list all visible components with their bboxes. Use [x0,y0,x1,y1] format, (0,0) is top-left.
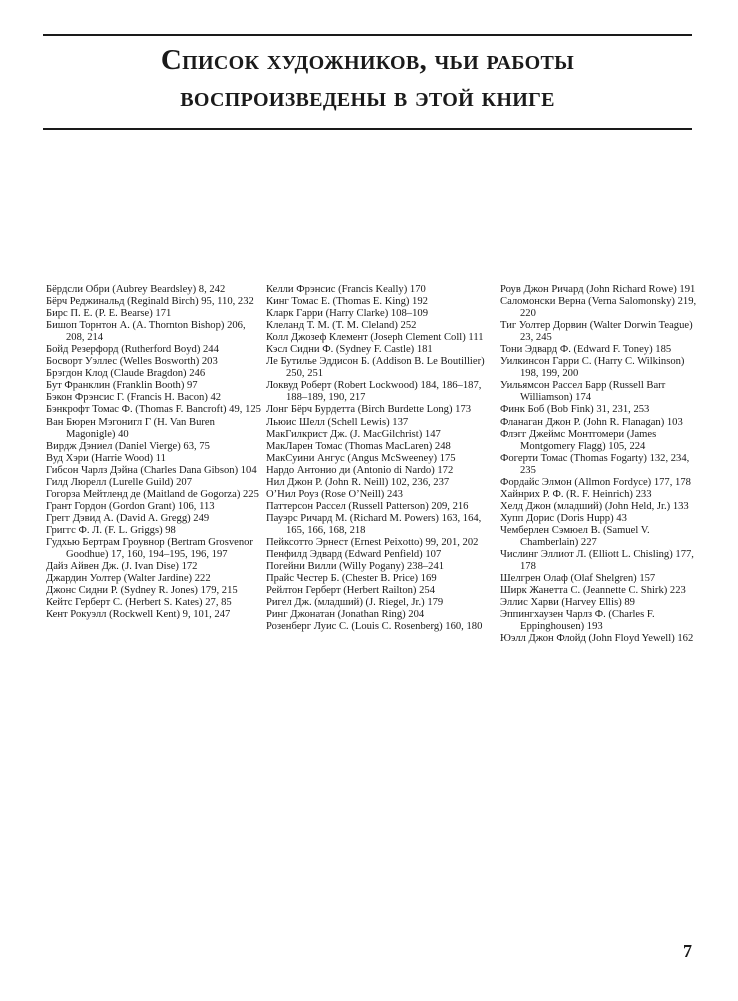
index-column-3 [500,284,702,645]
index-column-2 [266,284,500,645]
index-entry: Бут Франклин (Franklin Booth) 97 [46,380,198,392]
index-entry: Эппингхаузен Чарлз Ф. (Charles F. Eppinghousen) 193 [500,609,655,633]
index-entry: МакСуини Ангус (Angus McSweeney) 175 [266,452,456,464]
index-entry: Локвуд Роберт (Robert Lockwood) 184, 186–187, 188–189, 190, 217 [266,380,482,404]
index-entry: Клеланд Т. М. (T. M. Cleland) 252 [266,320,417,332]
index-entry: Босворт Уэллес (Welles Bosworth) 203 [46,356,218,368]
index-entry: Бэнкрофт Томас Ф. (Thomas F. Bancroft) 49, 125 [46,404,261,416]
index-entry: Пауэрс Ричард М. (Richard M. Powers) 163, 164, 165, 166, 168, 218 [266,512,482,536]
index-entry: Числинг Эллиот Л. (Elliott L. Chisling) 177, 178 [500,549,694,573]
index-entry: Вирдж Дэниел (Daniel Vierge) 63, 75 [46,440,210,452]
index-entry: Джардин Уолтер (Walter Jardine) 222 [46,573,211,585]
index-entry: Гилд Люрелл (Lurelle Guild) 207 [46,476,192,488]
page-number: 7 [683,941,692,961]
index-entry: Эллис Харви (Harvey Ellis) 89 [500,597,635,609]
index-entry: Хелд Джон (младший) (John Held, Jr.) 133 [500,500,689,512]
index-entry: Бёрч Реджинальд (Reginald Birch) 95, 110, 232 [46,296,254,308]
index-entry: Ринг Джонатан (Jonathan Ring) 204 [266,609,425,621]
index-entry: Погейни Вилли (Willy Pogany) 238–241 [266,561,445,573]
index-entry: Кейтс Герберт С. (Herbert S. Kates) 27, 85 [46,597,232,609]
index-entry: Дайз Айвен Дж. (J. Ivan Dise) 172 [46,561,198,573]
index-entry: Лонг Бёрч Бурдетта (Birch Burdette Long) 173 [266,404,472,416]
index-entry: Хупп Дорис (Doris Hupp) 43 [500,512,627,524]
index-entry: Фогерти Томас (Thomas Fogarty) 132, 234, 235 [500,452,690,476]
index-entry: Чемберлен Сэмюел В. (Samuel V. Chamberlain) 227 [500,524,650,548]
title-line-1: Список художников, чьи работы [160,44,575,76]
index-entry: Фордайс Элмон (Allmon Fordyce) 177, 178 [500,476,691,488]
index-entry: Брэгдон Клод (Claude Bragdon) 246 [46,368,206,380]
index-entry: Нил Джон Р. (John R. Neill) 102, 236, 237 [266,476,450,488]
index-entry: МакЛарен Томас (Thomas MacLaren) 248 [266,440,451,452]
index-entry: Бэкон Фрэнсис Г. (Francis H. Bacon) 42 [46,392,222,404]
index-entry: Грант Гордон (Gordon Grant) 106, 113 [46,500,215,512]
index-entry: Григгс Ф. Л. (F. L. Griggs) 98 [46,524,176,536]
index-entry: Гогорза Мейтленд де (Maitland de Gogorza) 225 [46,488,259,500]
index-entry: Кент Рокуэлл (Rockwell Kent) 9, 101, 247 [46,609,231,621]
page-title [43,34,692,130]
index-entry: Вуд Хэри (Harrie Wood) 11 [46,452,166,464]
index-entry: Уилкинсон Гарри С. (Harry C. Wilkinson) 198, 199, 200 [500,356,685,380]
index-entry: Рейлтон Герберт (Herbert Railton) 254 [266,585,436,597]
index-entry: Ле Бутилье Эддисон Б. (Addison B. Le Boutillier) 250, 251 [266,356,485,380]
index-entry: Тиг Уолтер Дорвин (Walter Dorwin Teague) 23, 245 [500,320,693,344]
index-entry: Тони Эдвард Ф. (Edward F. Toney) 185 [500,344,672,356]
index-entry: Бойд Резерфорд (Rutherford Boyd) 244 [46,344,219,356]
artist-index [46,284,702,645]
index-entry: Ригел Дж. (младший) (J. Riegel, Jr.) 179 [266,597,444,609]
index-entry: Уильямсон Рассел Барр (Russell Barr Williamson) 174 [500,380,666,404]
index-entry: Джонс Сидни Р. (Sydney R. Jones) 179, 215 [46,585,238,597]
index-entry: Бирс П. Е. (P. E. Bearse) 171 [46,308,172,320]
index-entry: МакГилкрист Дж. (J. MacGilchrist) 147 [266,428,441,440]
index-entry: Кинг Томас Е. (Thomas E. King) 192 [266,296,428,308]
index-entry: Флэгг Джеймс Монтгомери (James Montgomery Flagg) 105, 224 [500,428,657,452]
index-entry: Ширк Жанетта С. (Jeannette C. Shirk) 223 [500,585,686,597]
index-entry: Кэсл Сидни Ф. (Sydney F. Castle) 181 [266,344,433,356]
index-entry: Паттерсон Рассел (Russell Patterson) 209, 216 [266,500,469,512]
index-entry: Шелгрен Олаф (Olaf Shelgren) 157 [500,573,656,585]
index-entry: Пейксотто Эрнест (Ernest Peixotto) 99, 201, 202 [266,536,479,548]
index-entry: Прайс Честер Б. (Chester B. Price) 169 [266,573,437,585]
index-entry: Пенфилд Эдвард (Edward Penfield) 107 [266,549,442,561]
index-entry: Розенберг Луис С. (Louis C. Rosenberg) 160, 180 [266,621,483,633]
title-line-2: воспроизведены в этой книге [180,81,555,113]
index-entry: Льюис Шелл (Schell Lewis) 137 [266,416,409,428]
index-entry: Колл Джозеф Клемент (Joseph Clement Coll) 111 [266,332,484,344]
index-entry: Хайнрих Р. Ф. (R. F. Heinrich) 233 [500,488,652,500]
index-entry: Бёрдсли Обри (Aubrey Beardsley) 8, 242 [46,284,226,295]
index-entry: Фланаган Джон Р. (John R. Flanagan) 103 [500,416,683,428]
index-entry: Саломонски Верна (Verna Salomonsky) 219, 220 [500,296,697,320]
index-entry: Грегг Дэвид А. (David A. Gregg) 249 [46,512,210,524]
index-entry: Юэлл Джон Флойд (John Floyd Yewell) 162 [500,633,694,645]
index-entry: Роув Джон Ричард (John Richard Rowe) 191 [500,284,696,295]
index-column-1 [46,284,266,645]
index-entry: Кларк Гарри (Harry Clarke) 108–109 [266,308,428,320]
index-entry: Гибсон Чарлз Дэйна (Charles Dana Gibson) 104 [46,464,257,476]
index-entry: Финк Боб (Bob Fink) 31, 231, 253 [500,404,650,416]
index-entry: Гудхью Бертрам Гроувнор (Bertram Grosvenor Goodhue) 17, 160, 194–195, 196, 197 [46,536,253,561]
index-entry: Бишоп Торнтон А. (A. Thornton Bishop) 206, 208, 214 [46,320,246,344]
index-entry: Ван Бюрен Мэгонигл Г (H. Van Buren Magonigle) 40 [46,416,215,440]
index-entry: Келли Фрэнсис (Francis Keally) 170 [266,284,426,295]
index-entry: Нардо Антонио ди (Antonio di Nardo) 172 [266,464,454,476]
index-entry: О’Нил Роуз (Rose O’Neill) 243 [266,488,403,500]
